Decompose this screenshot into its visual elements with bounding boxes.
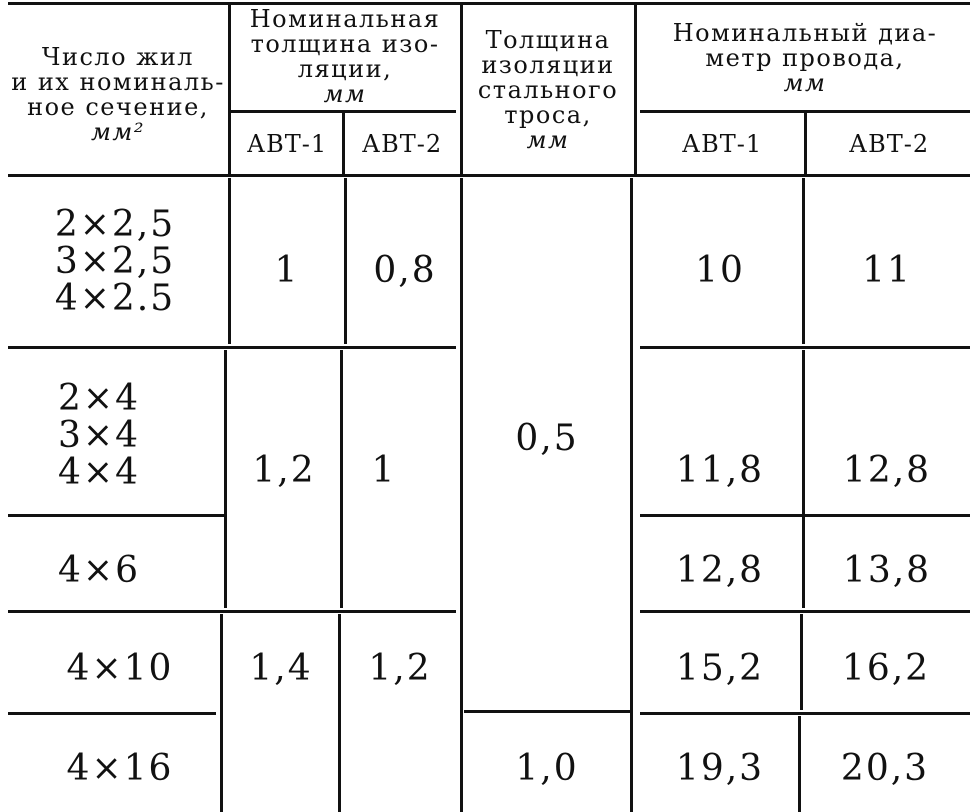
row2-insulation-avt1-text: 1,2 [252,449,316,491]
row2-right-rule [640,514,970,517]
row4-insulation-avt1-text: 1,4 [249,647,313,689]
row2-insulation-avt2 [344,440,424,500]
body-vrule-e1 [802,178,805,344]
header-diameter-avt1 [640,114,804,174]
row5-section-text: 4×16 [66,747,174,789]
header-insulation [232,6,458,108]
header-vrule-4 [634,4,637,174]
row3-diameter-avt2-text: 13,8 [842,549,932,591]
row2-left-rule [8,514,226,517]
rope-shared [464,408,630,468]
row2-section [58,370,228,500]
body-vrule-e2 [802,350,805,608]
header-insulation-avt2-text: АВТ-2 [361,130,443,158]
header-section [8,30,228,160]
row1-insulation-avt1 [232,240,342,300]
row5-diameter-avt1-text: 19,3 [675,747,765,789]
row4-section-text: 4×10 [66,647,174,689]
row4-insulation-avt1 [224,638,338,698]
header-insulation-unit: мм [323,80,367,108]
header-top-rule [8,2,970,5]
rope-shared-text: 0,5 [515,417,579,459]
row3-diameter-avt2 [806,540,968,600]
row1-insulation-avt2 [350,240,460,300]
header-insulation-avt2 [346,114,458,174]
row4-diameter-avt1-text: 15,2 [675,647,765,689]
row3-section [58,540,218,600]
header-vrule-2 [342,112,345,174]
row1-diameter-avt1-text: 10 [695,249,745,291]
row5-rope-text: 1,0 [515,747,579,789]
row2-insulation-avt1 [228,440,340,500]
header-diameter-text: Номинальный диа- метр провода, [672,18,938,72]
row4-mid-rule [464,710,632,713]
row3-diameter-avt1-text: 12,8 [675,549,765,591]
row4-insulation-avt2 [342,638,458,698]
row3-left-rule [8,610,456,613]
header-vrule-5 [804,112,807,174]
row1-diameter-avt2 [806,240,968,300]
row1-diameter-avt1 [640,240,800,300]
row2-diameter-avt2-text: 12,8 [842,449,932,491]
header-rope [464,20,632,160]
row5-section [40,738,200,798]
body-vrule-b3 [338,614,341,812]
row5-diameter-avt1 [640,738,800,798]
header-insulation-avt1-text: АВТ-1 [246,130,328,158]
row4-section [40,638,200,698]
row4-diameter-avt2 [804,638,968,698]
row2-diameter-avt1 [640,440,800,500]
header-section-unit: мм² [91,118,145,146]
row1-section [20,196,210,326]
row2-diameter-avt1-text: 11,8 [675,449,765,491]
row5-diameter-avt2-text: 20,3 [840,747,930,789]
row3-diameter-avt1 [640,540,800,600]
body-vrule-a1 [228,178,231,344]
row5-rope [464,738,630,798]
header-rope-text: Толщина изоляции стального троса, [477,25,619,129]
body-vrule-a3 [220,614,223,812]
header-diameter-unit: мм [783,68,827,97]
row4-diameter-avt1 [640,638,800,698]
header-insulation-text: Номинальная толщина изо- ляции, [249,5,441,83]
header-bottom-rule [8,174,970,177]
header-rope-unit: мм [526,125,570,154]
body-vrule-b1 [344,178,347,344]
row1-insulation-avt2-text: 0,8 [373,249,437,291]
body-vrule-b2 [340,350,343,608]
row3-right-rule [640,610,970,613]
row4-insulation-avt2-text: 1,2 [368,647,432,689]
row1-left-rule [8,346,456,349]
row2-insulation-avt2-text: 1 [371,449,397,491]
header-diameter-avt1-text: АВТ-1 [681,130,763,158]
row1-diameter-avt2-text: 11 [862,249,912,291]
header-diameter-avt2 [808,114,970,174]
header-vrule-3 [460,4,463,174]
row4-diameter-avt2-text: 16,2 [841,647,931,689]
row2-diameter-avt2 [806,440,968,500]
row1-insulation-avt1-text: 1 [274,249,300,291]
header-diameter [640,8,970,108]
body-vrule-c [460,178,463,812]
row3-section-text: 4×6 [58,549,140,591]
header-vrule-1 [228,4,231,174]
row4-left-rule [8,712,216,715]
row5-diameter-avt2 [802,738,968,798]
header-section-text: Число жил и их номиналь- ное сечение, [11,43,225,121]
row2-section-text: 2×4 3×4 4×4 [58,377,140,493]
row1-section-text: 2×2,5 3×2,5 4×2.5 [54,203,176,319]
body-vrule-d [630,178,633,812]
row4-right-rule [640,712,970,715]
header-diameter-avt2-text: АВТ-2 [848,130,930,158]
row1-right-rule [640,346,970,349]
header-insulation-avt1 [232,114,342,174]
body-vrule-e3 [800,614,803,710]
